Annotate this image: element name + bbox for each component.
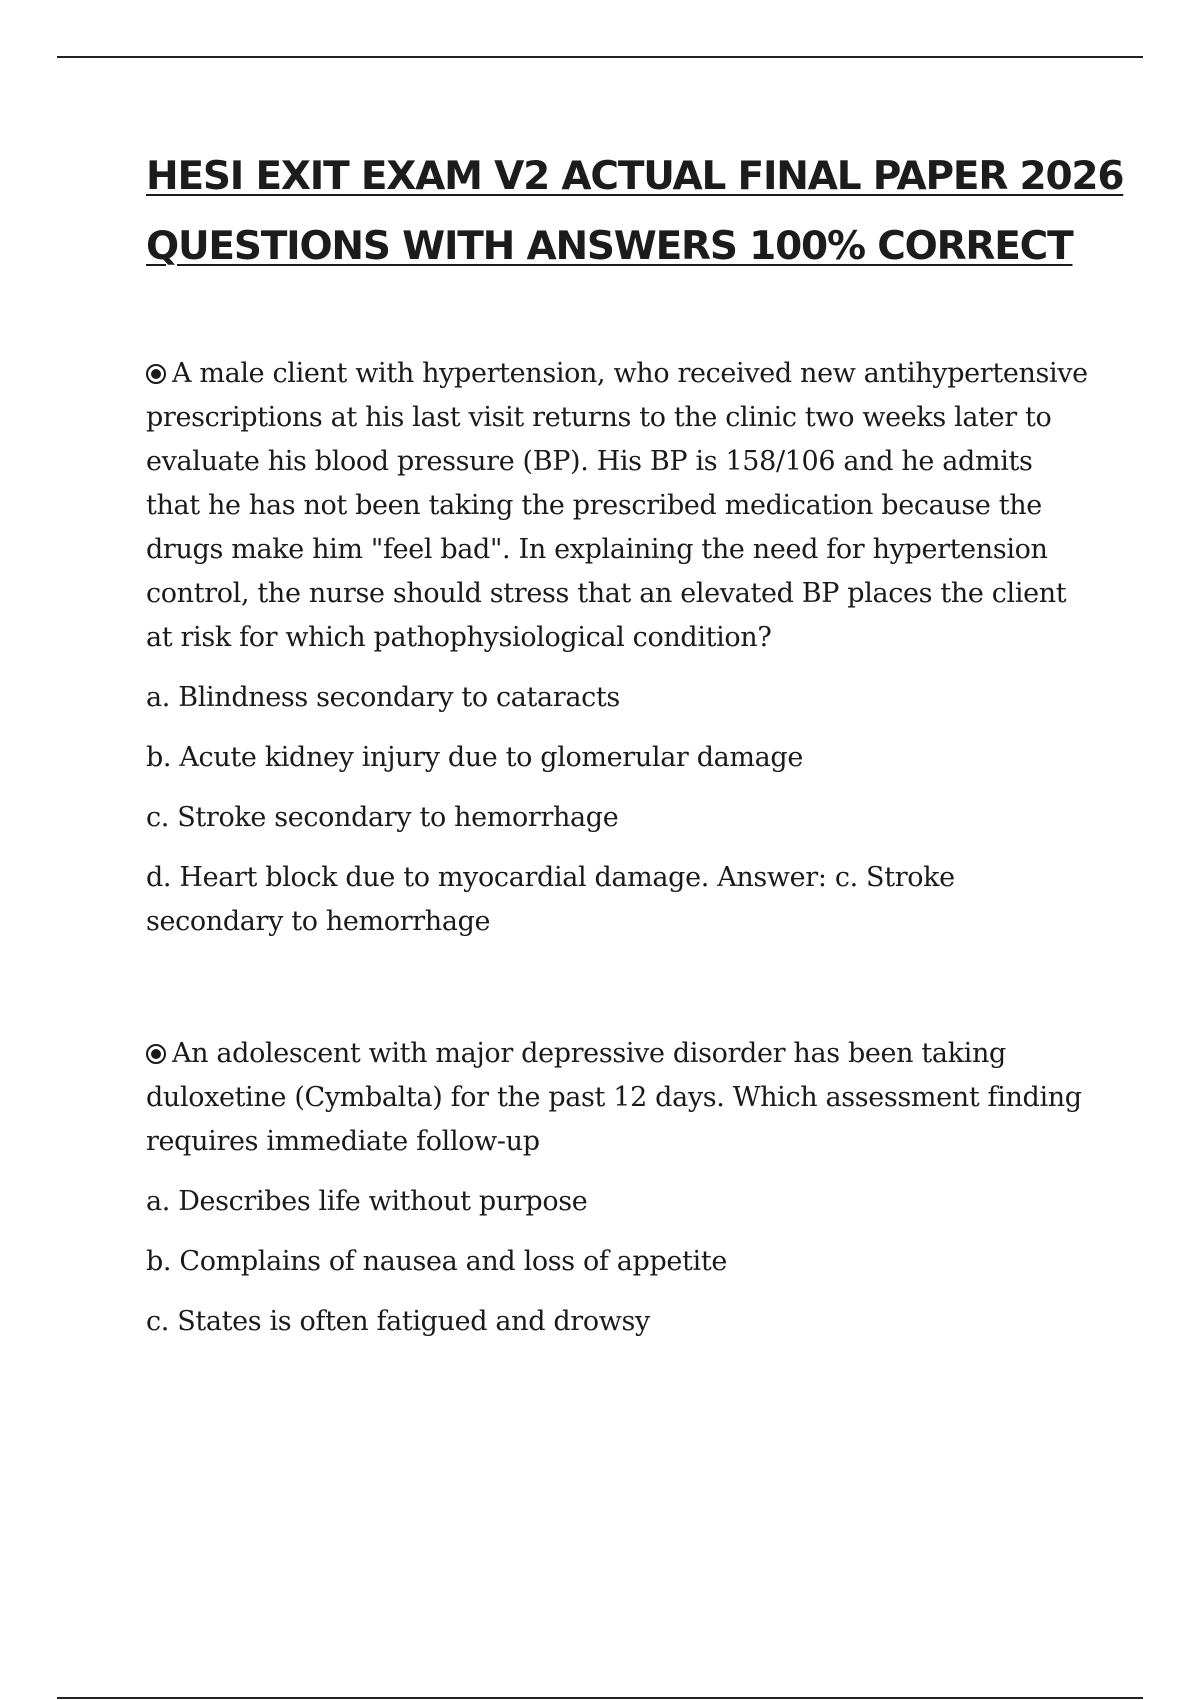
answer-option: b. Acute kidney injury due to glomerular damage <box>146 742 803 773</box>
question-stem: An adolescent with major depressive disorder has been taking duloxetine (Cymbalta) for the past 12 days. Which assessment finding requires immediate follow-up <box>146 1038 1082 1157</box>
bottom-rule <box>57 1697 1143 1699</box>
document-page <box>146 142 1124 1432</box>
answer-option: d. Heart block due to myocardial damage. Answer: c. Stroke secondary to hemorrhage <box>146 862 955 937</box>
radio-bullet-icon <box>146 364 166 384</box>
radio-bullet-icon <box>146 1044 166 1064</box>
answer-option: c. Stroke secondary to hemorrhage <box>146 802 619 833</box>
title-line-2: QUESTIONS WITH ANSWERS 100% CORRECT <box>146 224 1073 269</box>
answer-option: b. Complains of nausea and loss of appetite <box>146 1246 727 1277</box>
title-line-1: HESI EXIT EXAM V2 ACTUAL FINAL PAPER 2026 <box>146 154 1124 199</box>
question-list <box>146 352 1091 1344</box>
answer-option: a. Blindness secondary to cataracts <box>146 682 620 713</box>
document-title <box>146 142 1124 282</box>
question-item <box>146 352 1091 944</box>
answer-option: c. States is often fatigued and drowsy <box>146 1306 650 1337</box>
question-stem: A male client with hypertension, who received new antihypertensive prescriptions at his last visit returns to the clinic two weeks later to evaluate his blood pressure (BP). His BP is 158/106 and he admits that he has not been taking the prescribed medication because the drugs make him "feel bad". In explaining the need for hypertension control, the nurse should stress that an elevated BP places the client at risk for which pathophysiological condition? <box>146 358 1088 653</box>
answer-option: a. Describes life without purpose <box>146 1186 588 1217</box>
question-text <box>146 1032 1091 1164</box>
top-rule <box>57 56 1143 58</box>
question-text <box>146 352 1091 660</box>
question-item <box>146 1032 1091 1344</box>
